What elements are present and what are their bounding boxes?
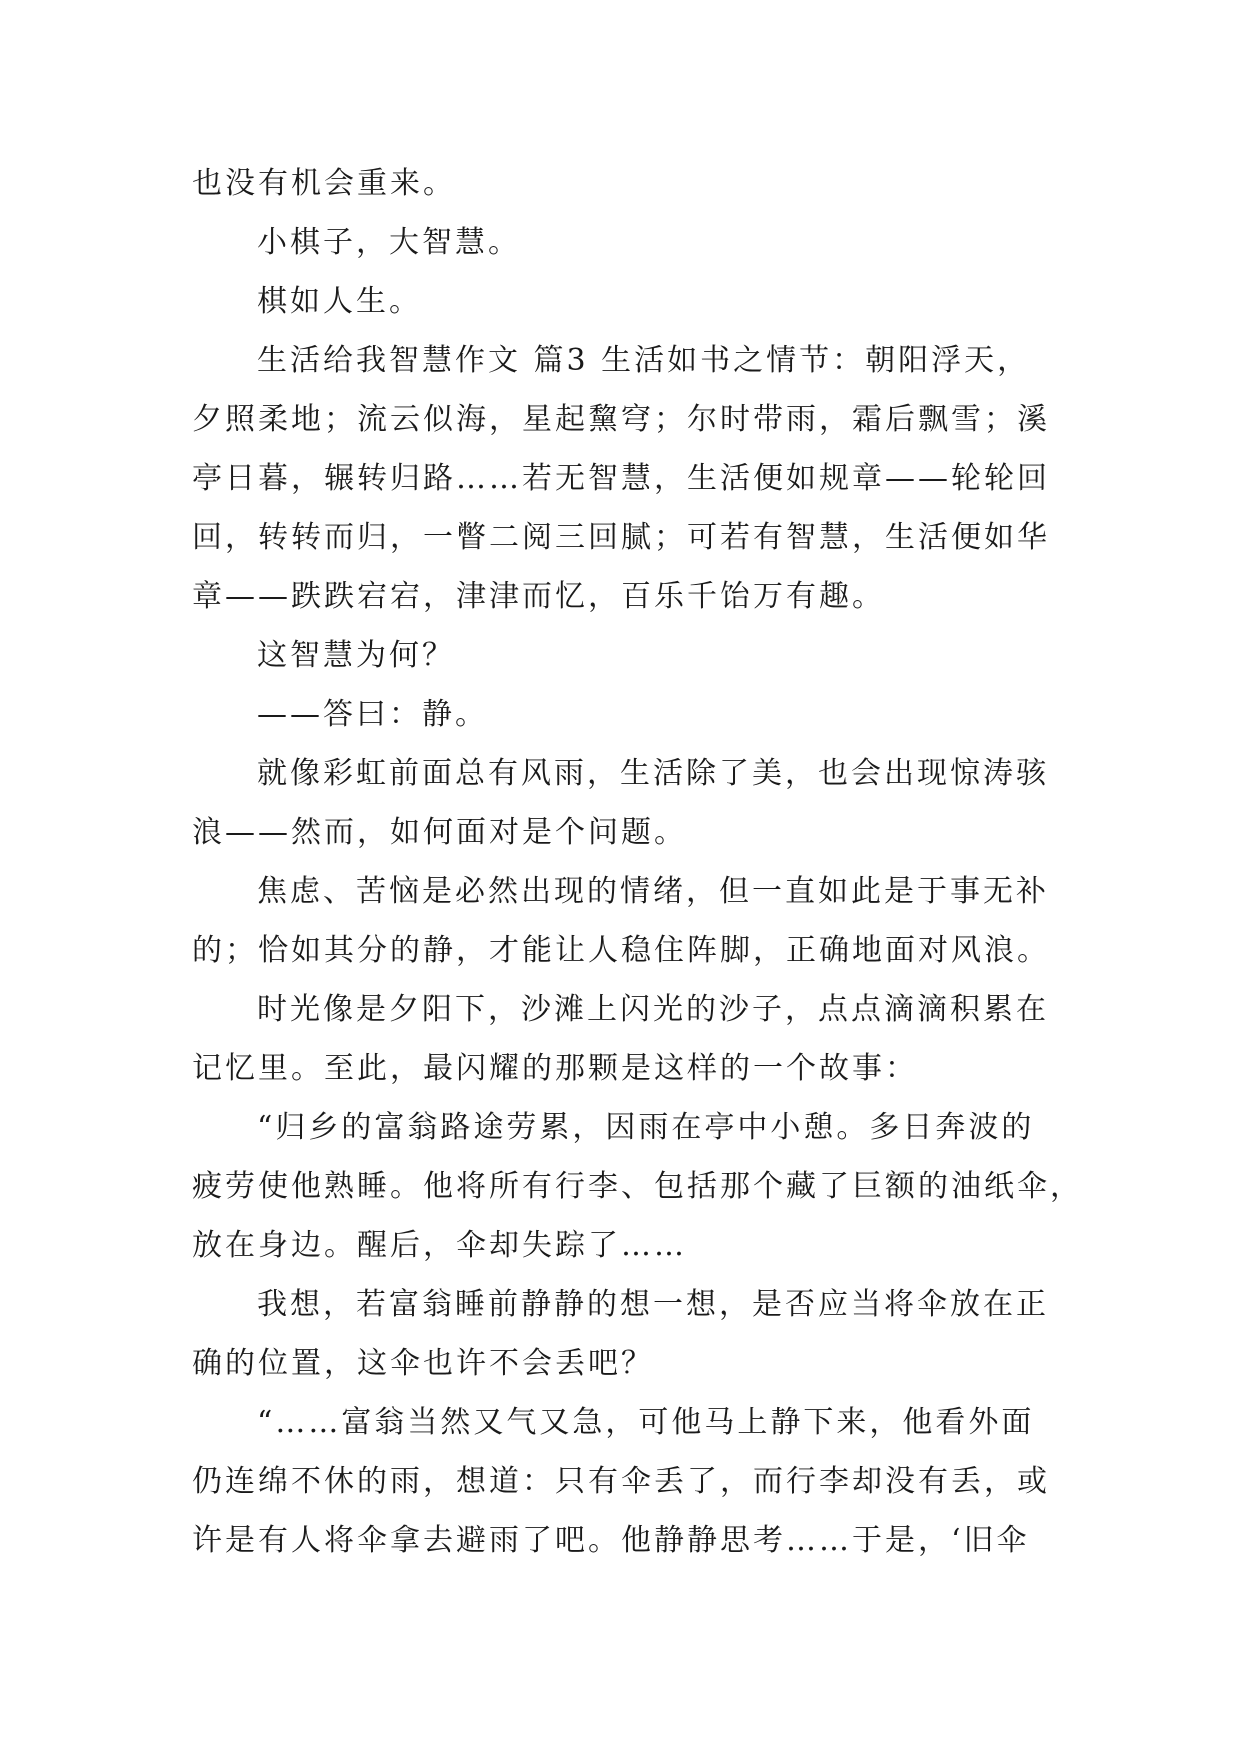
text-line: ——答曰：静。	[257, 697, 488, 732]
text-line: 疲劳使他熟睡。他将所有行李、包括那个藏了巨额的油纸伞，	[192, 1169, 1083, 1204]
text-line: 确的位置，这伞也许不会丢吧？	[192, 1346, 654, 1381]
text-line: 这智慧为何？	[257, 638, 455, 673]
text-line: “归乡的富翁路途劳累，因雨在亭中小憩。多日奔波的	[257, 1110, 1035, 1145]
text-line: 我想，若富翁睡前静静的想一想，是否应当将伞放在正	[257, 1287, 1049, 1322]
text-line: 记忆里。至此，最闪耀的那颗是这样的一个故事：	[192, 1051, 918, 1086]
document-body	[192, 154, 1083, 1570]
text-line: 小棋子，大智慧。	[257, 225, 521, 260]
text-line: 放在身边。醒后，伞却失踪了……	[192, 1228, 687, 1263]
text-line: 夕照柔地；流云似海，星起黧穹；尔时带雨，霜后飘雪；溪	[192, 402, 1050, 437]
text-line: 亭日暮，辗转归路……若无智慧，生活便如规章——轮轮回	[192, 461, 1050, 496]
section-heading-line: 生活给我智慧作文 篇3 生活如书之情节：朝阳浮天，	[257, 343, 1031, 378]
text-line: 就像彩虹前面总有风雨，生活除了美，也会出现惊涛骇	[257, 756, 1049, 791]
text-line: 许是有人将伞拿去避雨了吧。他静静思考……于是，‘旧伞	[192, 1523, 1030, 1558]
text-line: 仍连绵不休的雨，想道：只有伞丢了，而行李却没有丢，或	[192, 1464, 1050, 1499]
text-line: 时光像是夕阳下，沙滩上闪光的沙子，点点滴滴积累在	[257, 992, 1049, 1027]
text-line: “……富翁当然又气又急，可他马上静下来，他看外面	[257, 1405, 1035, 1440]
text-line: 也没有机会重来。	[192, 166, 456, 201]
text-line: 焦虑、苦恼是必然出现的情绪，但一直如此是于事无补	[257, 874, 1049, 909]
text-line: 棋如人生。	[257, 284, 422, 319]
text-line: 章——跌跌宕宕，津津而忆，百乐千饴万有趣。	[192, 579, 885, 614]
text-line: 浪——然而，如何面对是个问题。	[192, 815, 687, 850]
text-line: 回，转转而归，一瞥二阅三回腻；可若有智慧，生活便如华	[192, 520, 1050, 555]
text-line: 的；恰如其分的静，才能让人稳住阵脚，正确地面对风浪。	[192, 933, 1050, 968]
